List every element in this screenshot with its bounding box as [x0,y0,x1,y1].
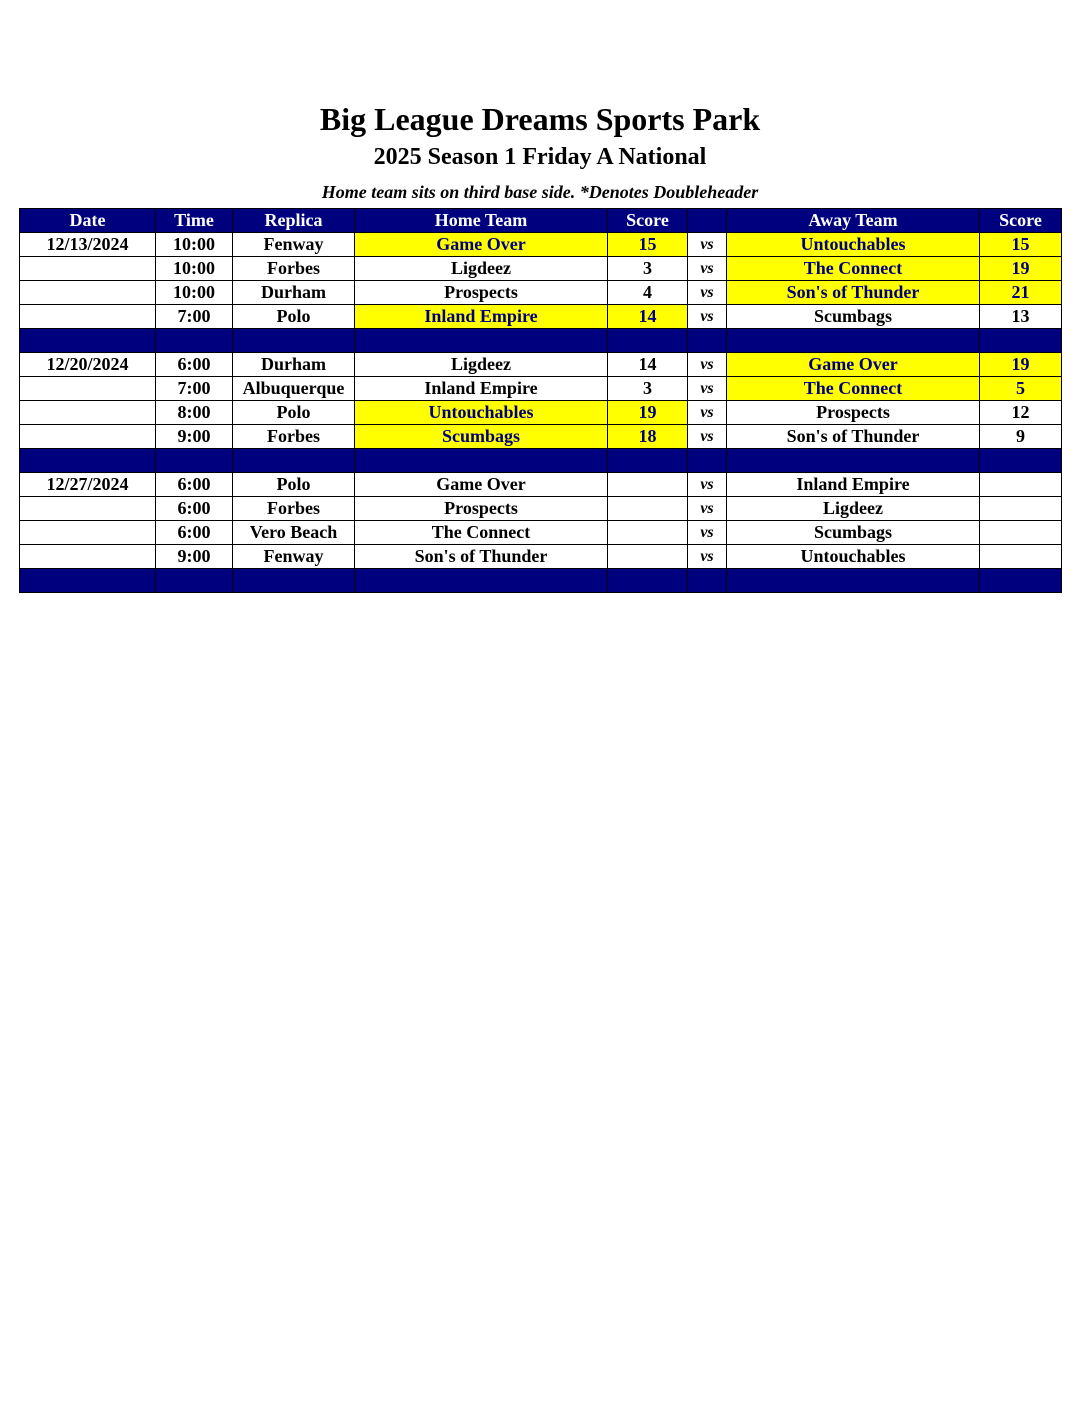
home-team-cell: Ligdeez [355,257,608,281]
date-cell [20,425,156,449]
replica-cell: Durham [233,281,355,305]
table-row [20,233,1062,257]
replica-cell: Polo [233,473,355,497]
table-row [20,425,1062,449]
table-row [20,305,1062,329]
table-row [20,353,1062,377]
date-cell [20,497,156,521]
time-cell: 8:00 [156,401,233,425]
home-score-cell: 18 [608,425,688,449]
separator-row [20,569,1062,593]
home-score-cell: 14 [608,305,688,329]
home-score-cell: 4 [608,281,688,305]
away-team-cell: Scumbags [727,521,980,545]
away-score-cell: 19 [980,257,1062,281]
vs-cell: vs [688,425,727,449]
home-score-cell [608,521,688,545]
separator-cell [233,569,355,593]
away-score-cell [980,521,1062,545]
vs-cell: vs [688,401,727,425]
page-title: Big League Dreams Sports Park [319,101,761,137]
table-row [20,281,1062,305]
separator-cell [355,449,608,473]
away-team-cell: Ligdeez [727,497,980,521]
separator-cell [156,569,233,593]
home-team-cell: Inland Empire [355,305,608,329]
home-score-cell [608,545,688,569]
away-team-cell: Son's of Thunder [727,281,980,305]
date-cell: 12/27/2024 [20,473,156,497]
separator-cell [727,329,980,353]
away-team-cell: Game Over [727,353,980,377]
vs-cell: vs [688,497,727,521]
vs-cell: vs [688,233,727,257]
away-score-cell: 12 [980,401,1062,425]
col-header-home-score: Score [608,209,688,233]
vs-cell: vs [688,521,727,545]
away-score-cell: 5 [980,377,1062,401]
vs-cell: vs [688,473,727,497]
col-header-away-team: Away Team [727,209,980,233]
date-cell [20,305,156,329]
separator-row [20,329,1062,353]
replica-cell: Forbes [233,425,355,449]
col-header-replica: Replica [233,209,355,233]
vs-cell: vs [688,377,727,401]
replica-cell: Durham [233,353,355,377]
time-cell: 9:00 [156,425,233,449]
home-score-cell: 15 [608,233,688,257]
table-row [20,545,1062,569]
time-cell: 6:00 [156,473,233,497]
away-score-cell: 21 [980,281,1062,305]
replica-cell: Forbes [233,497,355,521]
replica-cell: Albuquerque [233,377,355,401]
home-team-cell: Prospects [355,281,608,305]
date-cell [20,257,156,281]
vs-cell: vs [688,545,727,569]
separator-cell [727,569,980,593]
home-score-cell [608,473,688,497]
replica-cell: Forbes [233,257,355,281]
time-cell: 6:00 [156,497,233,521]
date-cell [20,281,156,305]
away-team-cell: Scumbags [727,305,980,329]
separator-cell [688,569,727,593]
separator-cell [156,329,233,353]
table-row [20,401,1062,425]
away-team-cell: Untouchables [727,545,980,569]
time-cell: 6:00 [156,521,233,545]
away-team-cell: Son's of Thunder [727,425,980,449]
home-team-cell: Ligdeez [355,353,608,377]
table-row [20,377,1062,401]
time-cell: 7:00 [156,305,233,329]
away-team-cell: Untouchables [727,233,980,257]
away-score-cell: 15 [980,233,1062,257]
time-cell: 7:00 [156,377,233,401]
time-cell: 9:00 [156,545,233,569]
table-row [20,497,1062,521]
separator-row [20,449,1062,473]
vs-cell: vs [688,281,727,305]
time-cell: 10:00 [156,257,233,281]
replica-cell: Fenway [233,545,355,569]
separator-cell [156,449,233,473]
separator-cell [355,569,608,593]
vs-cell: vs [688,305,727,329]
away-team-cell: The Connect [727,257,980,281]
home-team-cell: Untouchables [355,401,608,425]
col-header-away-score: Score [980,209,1062,233]
away-team-cell: The Connect [727,377,980,401]
separator-cell [608,569,688,593]
date-cell: 12/20/2024 [20,353,156,377]
home-score-cell: 14 [608,353,688,377]
date-cell [20,377,156,401]
separator-cell [727,449,980,473]
away-score-cell [980,473,1062,497]
home-team-cell: The Connect [355,521,608,545]
away-score-cell [980,497,1062,521]
time-cell: 10:00 [156,281,233,305]
separator-cell [20,329,156,353]
table-row [20,257,1062,281]
separator-cell [608,329,688,353]
vs-cell: vs [688,257,727,281]
table-row [20,521,1062,545]
home-team-cell: Son's of Thunder [355,545,608,569]
separator-cell [20,569,156,593]
table-row [20,473,1062,497]
date-cell [20,521,156,545]
date-cell [20,545,156,569]
page-subtitle: 2025 Season 1 Friday A National [373,144,707,170]
away-score-cell: 9 [980,425,1062,449]
replica-cell: Fenway [233,233,355,257]
col-header-vs [688,209,727,233]
separator-cell [355,329,608,353]
home-score-cell: 19 [608,401,688,425]
separator-cell [980,569,1062,593]
separator-cell [688,329,727,353]
separator-cell [980,449,1062,473]
schedule-note: Home team sits on third base side. *Denotes Doubleheader [321,182,759,202]
home-team-cell: Game Over [355,233,608,257]
separator-cell [980,329,1062,353]
time-cell: 6:00 [156,353,233,377]
separator-cell [233,329,355,353]
separator-cell [20,449,156,473]
away-team-cell: Inland Empire [727,473,980,497]
time-cell: 10:00 [156,233,233,257]
home-score-cell [608,497,688,521]
replica-cell: Polo [233,305,355,329]
schedule-table [19,208,1062,593]
vs-cell: vs [688,353,727,377]
home-team-cell: Scumbags [355,425,608,449]
home-team-cell: Inland Empire [355,377,608,401]
separator-cell [688,449,727,473]
date-cell [20,401,156,425]
home-team-cell: Prospects [355,497,608,521]
header-row [20,209,1062,233]
away-team-cell: Prospects [727,401,980,425]
away-score-cell: 19 [980,353,1062,377]
replica-cell: Vero Beach [233,521,355,545]
separator-cell [608,449,688,473]
col-header-time: Time [156,209,233,233]
away-score-cell: 13 [980,305,1062,329]
col-header-home-team: Home Team [355,209,608,233]
separator-cell [233,449,355,473]
home-score-cell: 3 [608,257,688,281]
replica-cell: Polo [233,401,355,425]
schedule-body [20,233,1062,593]
home-team-cell: Game Over [355,473,608,497]
away-score-cell [980,545,1062,569]
date-cell: 12/13/2024 [20,233,156,257]
col-header-date: Date [20,209,156,233]
home-score-cell: 3 [608,377,688,401]
